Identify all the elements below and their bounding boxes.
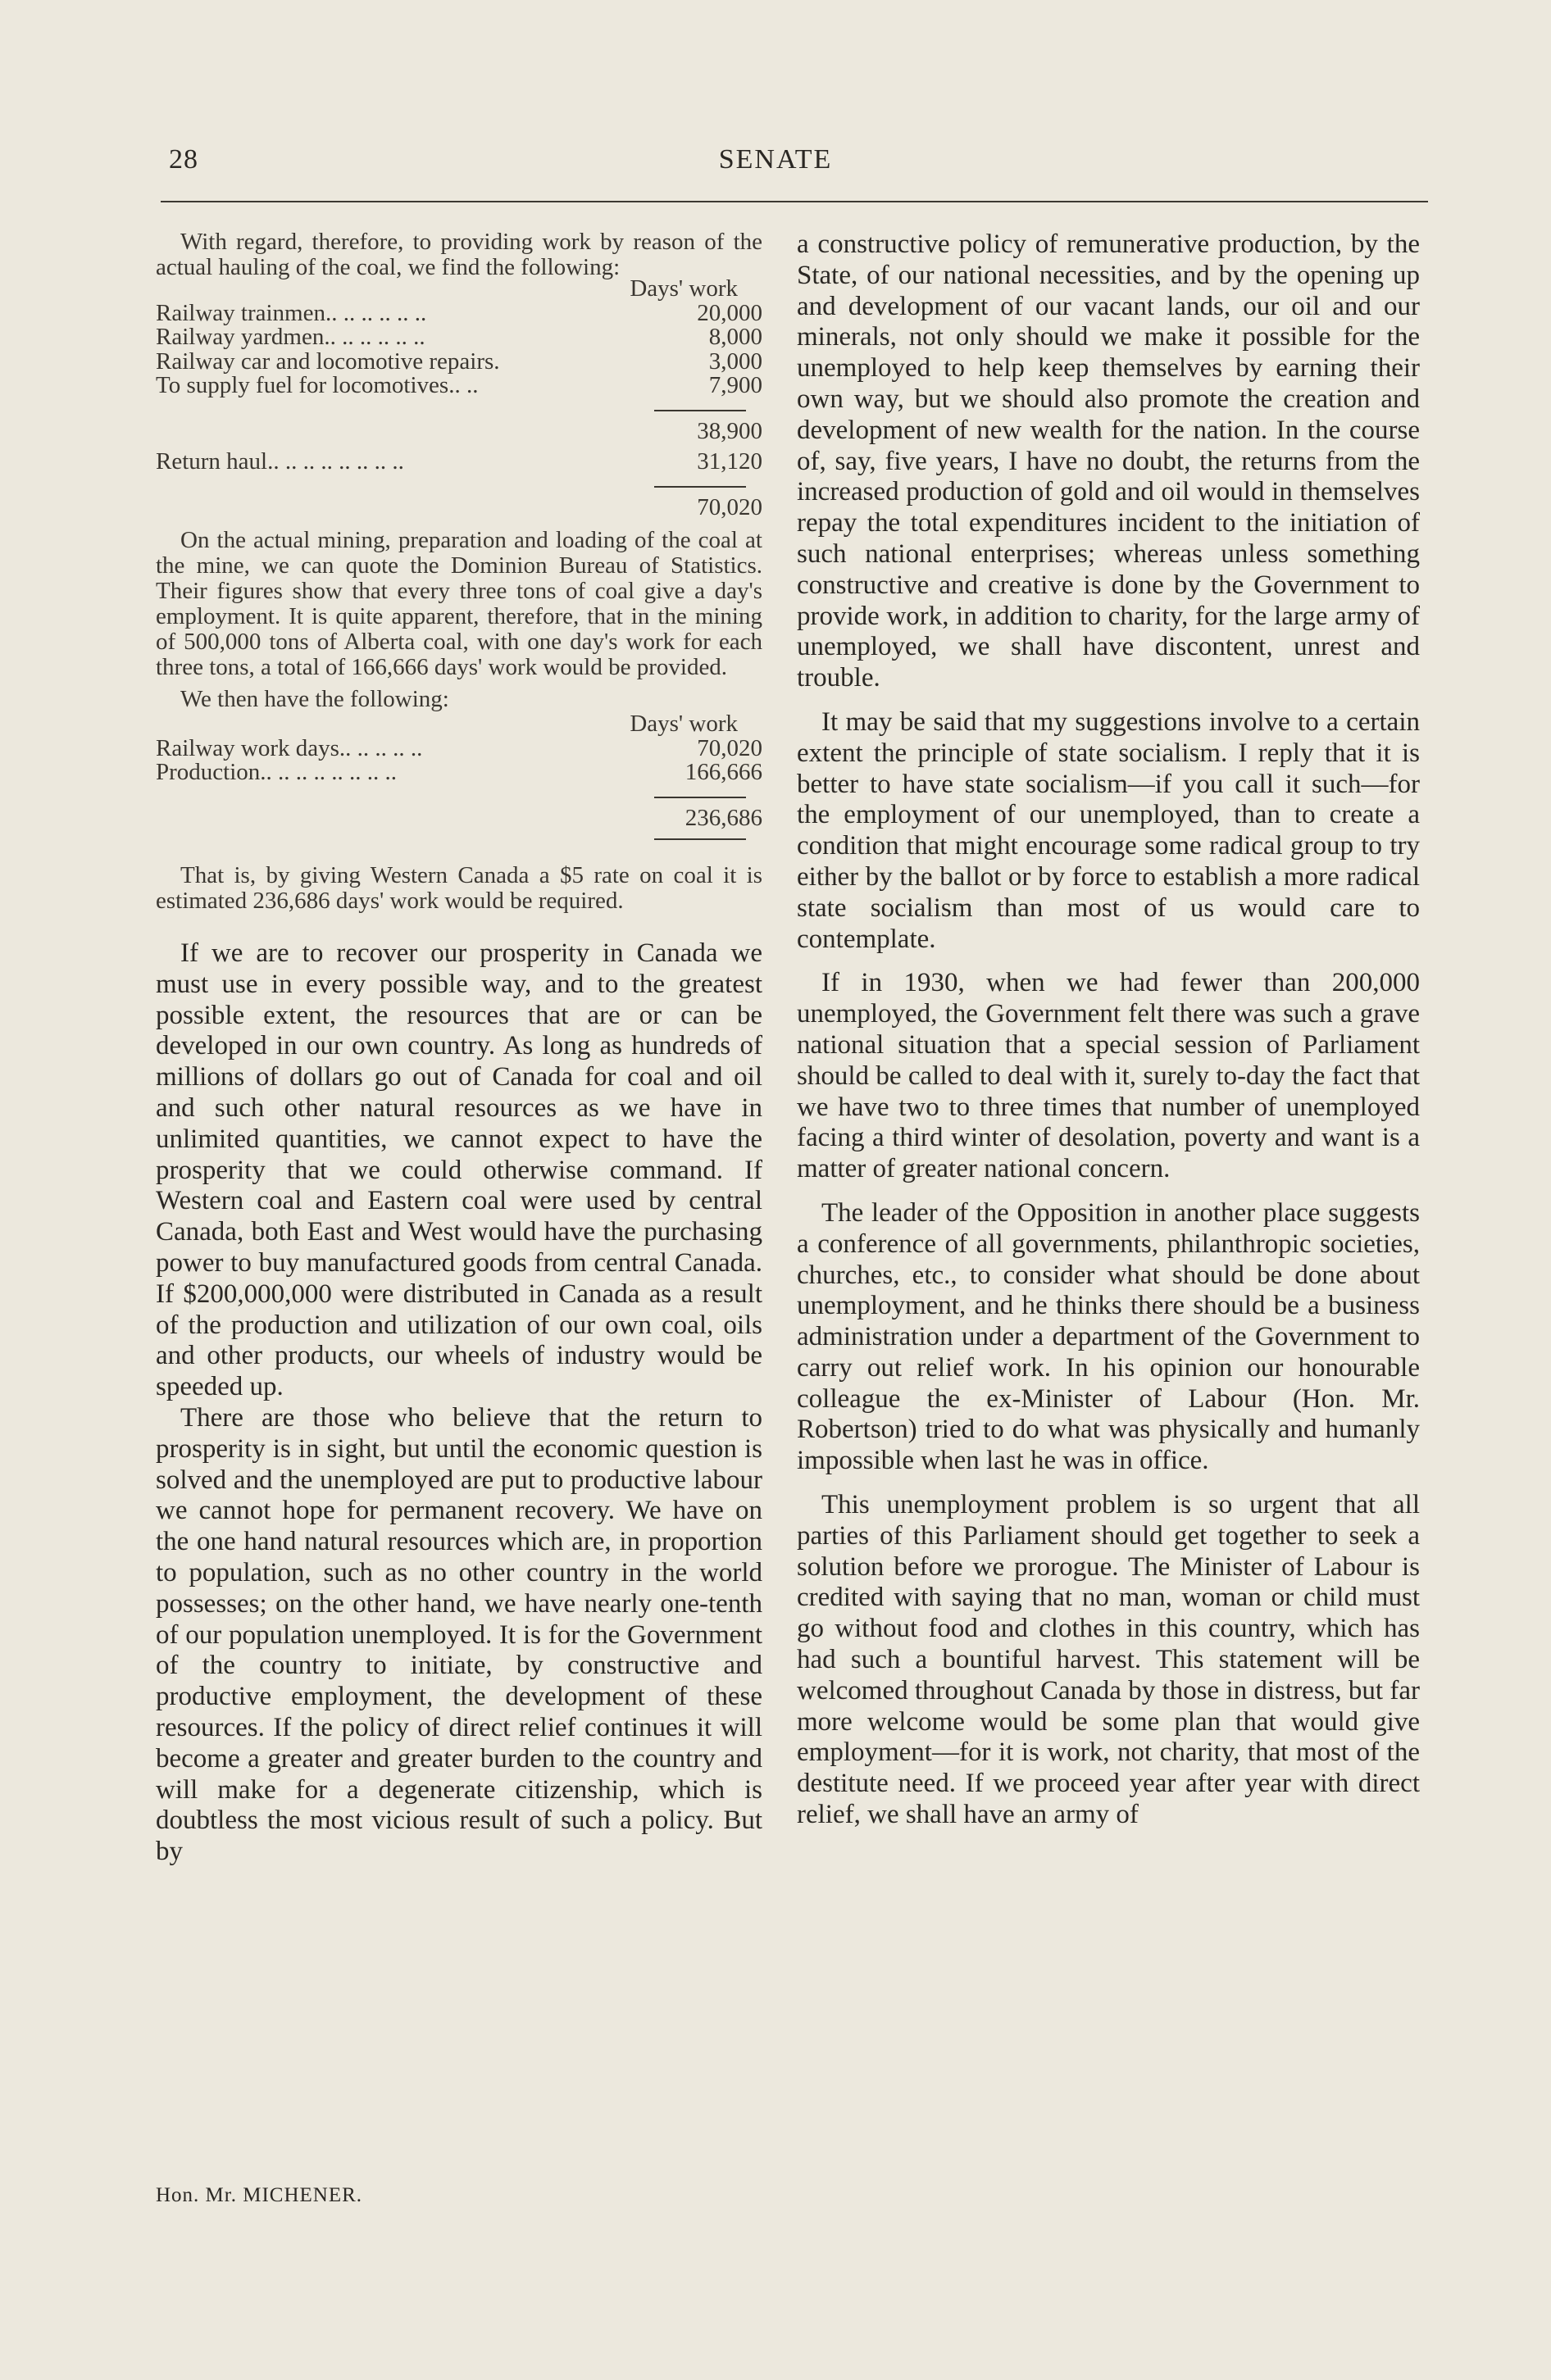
- right-column: [797, 229, 1420, 1831]
- row-value: 8,000: [708, 324, 762, 350]
- sum-rule: [654, 410, 746, 411]
- paragraph: There are those who believe that the return to prosperity is in sight, but until the economic question is solved and the unemployed are put to productive labour we cannot hope for permanent recovery. We have on the one hand natural resources which are, in proportion to population, such as no other country in the world possesses; on the other hand, we have nearly one-tenth of our population unemployed. It is for the Government of the country to initiate, by constructive and productive employment, the development of these resources. If the policy of direct relief continues it will become a greater and greater burden to the country and will make for a degenerate citizenship, which is doubtless the most vicious result of such a policy. But by: [156, 1402, 762, 1867]
- row-value: 31,120: [697, 448, 762, 475]
- paragraph: This unemployment problem is so urgent that all parties of this Parliament should get together to seek a solution before we prorogue. The Minister of Labour is credited with saying that no man, woman or child must go without food and clothes in this country, which has had such a bountiful harvest. This statement will be welcomed throughout Canada by those in distress, but far more welcome would be some plan that would give employment—for it is work, not charity, that most of the destitute need. If we proceed year after year with direct relief, we shall have an army of: [797, 1490, 1420, 1830]
- paragraph: It may be said that my suggestions involve to a certain extent the principle of state socialism. I reply that it is better to have state socialism—if you call it such—for the employment of our unemployed, than to create a condition that might encourage some radical group to try either by the ballot or by force to establish a more radical state socialism than most of us would care to contemplate.: [797, 706, 1420, 954]
- table-row: [156, 374, 762, 398]
- total-value: 236,686: [685, 804, 762, 831]
- row-value: 7,900: [708, 372, 762, 398]
- row-value: 3,000: [708, 347, 762, 375]
- row-label: Return haul.. .. .. .. .. .. .. ..: [156, 450, 404, 475]
- total-value: 70,020: [697, 493, 762, 520]
- row-value: 20,000: [697, 299, 762, 326]
- subtotal-row: [156, 417, 762, 444]
- sum-rule: [654, 838, 746, 840]
- total-row: [156, 806, 762, 831]
- row-value: 70,020: [697, 734, 762, 761]
- left-column: [156, 229, 762, 1868]
- row-label: Production.. .. .. .. .. .. .. ..: [156, 761, 398, 785]
- paragraph: The leader of the Opposition in another place suggests a conference of all governments, philanthropic societies, churches, etc., to consider what should be done about unemployment, and he thinks there should be a business administration under a department of the Government to carry out relief work. In his opinion our honourable colleague the ex-Minister of Labour (Hon. Mr. Robertson) tried to do what was physically and humanly impossible when last he was in office.: [797, 1197, 1420, 1476]
- paragraph: If in 1930, when we had fewer than 200,000 unemployed, the Government felt there was such a grave national situation that a special session of Parliament should be called to deal with it, surely to-day the fact that we have two to three times that number of unemployed facing a third winter of desolation, poverty and want is a matter of greater national concern.: [797, 968, 1420, 1184]
- table-row: [156, 734, 762, 761]
- table-row: [156, 325, 762, 350]
- row-label: Railway work days.. .. .. .. ..: [156, 736, 423, 761]
- running-head: SENATE: [718, 144, 833, 175]
- row-value: 166,666: [685, 759, 762, 785]
- table-column-header: Days' work: [630, 711, 738, 737]
- table-row: [156, 761, 762, 785]
- row-label: Railway trainmen.. .. .. .. .. ..: [156, 301, 427, 325]
- paragraph: We then have the following:: [180, 686, 449, 712]
- row-label: To supply fuel for locomotives.. ..: [156, 374, 479, 398]
- sum-rule: [654, 486, 746, 488]
- page-number: 28: [169, 144, 198, 175]
- row-label: Railway car and locomotive repairs.: [156, 349, 500, 374]
- paragraph: With regard, therefore, to providing work by reason of the actual hauling of the coal, we find the following:: [156, 229, 762, 280]
- paragraph: On the actual mining, preparation and loading of the coal at the mine, we can quote the Dominion Bureau of Statistics. Their figures show that every three tons of coal give a day's employment. It is quite apparent, therefore, that in the mining of 500,000 tons of Alberta coal, with one day's work for each three tons, a total of 166,666 days' work would be provided.: [156, 527, 762, 680]
- paragraph: That is, by giving Western Canada a $5 rate on coal it is estimated 236,686 days' work would be required.: [156, 862, 762, 914]
- table-row: [156, 347, 762, 375]
- days-work-table: [156, 712, 762, 840]
- row-label: Railway yardmen.. .. .. .. .. ..: [156, 325, 425, 350]
- paragraph: If we are to recover our prosperity in Canada we must use in every possible way, and to the greatest possible extent, the resources that are or can be developed in our own country. As long as hundreds of millions of dollars go out of Canada for coal and oil and such other natural resources as we have in unlimited quantities, we cannot expect to have the prosperity that we could otherwise command. If Western coal and Eastern coal were used by central Canada, both East and West would have the purchasing power to buy manufactured goods from central Canada. If $200,000,000 were distributed in Canada as a result of the production and utilization of our own coal, oils and other products, our wheels of industry would be speeded up.: [156, 938, 762, 1402]
- hauling-table: [156, 277, 762, 520]
- table-row: [156, 299, 762, 326]
- header-rule: [161, 201, 1428, 202]
- speaker-footer: Hon. Mr. MICHENER.: [156, 2184, 363, 2206]
- table-column-header: Days' work: [630, 275, 738, 302]
- subtotal-value: 38,900: [697, 417, 762, 444]
- paragraph: a constructive policy of remunerative production, by the State, of our national necessities, and by the opening up and development of our vacant lands, our oil and our minerals, not only should we make it possible for the unemployed to help keep themselves by earning their own way, but we should also promote the creation and development of new wealth for the nation. In the course of, say, five years, I have no doubt, the returns from the increased production of gold and oil would in themselves repay the total expenditures incident to the initiation of such national enterprises; whereas unless something constructive and creative is done by the Government to provide work, in addition to charity, for the large army of unemployed, we shall have discontent, unrest and trouble.: [797, 229, 1420, 693]
- sum-rule: [654, 797, 746, 798]
- total-row: [156, 493, 762, 520]
- table-row: [156, 450, 762, 475]
